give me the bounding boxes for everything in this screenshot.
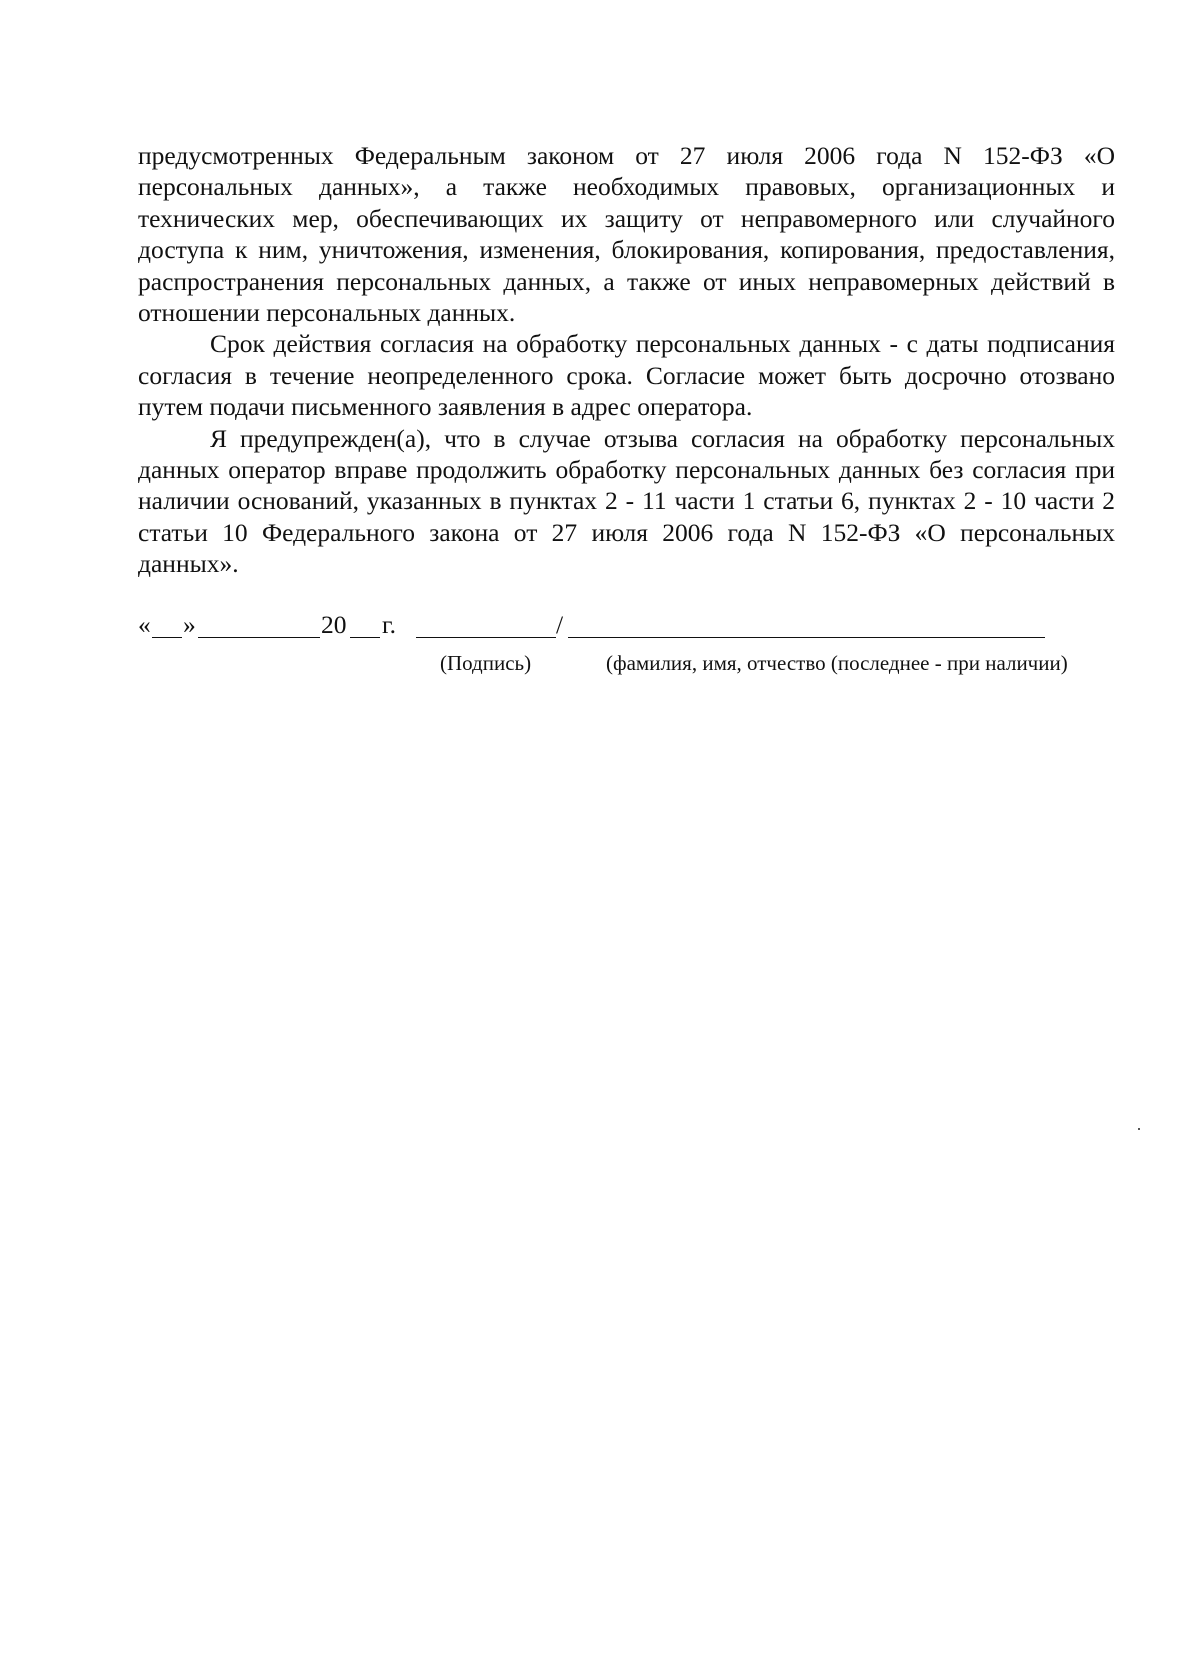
consent-body xyxy=(138,140,1115,580)
signature-blank xyxy=(416,637,556,638)
paragraph-continuation: предусмотренных Федеральным законом от 27 июля 2006 года N 152-ФЗ «О персональных данных», а также необходимых правовых, организационных и технических мер, обеспечивающих их защиту от неправомерного или случайного доступа к ним, уничтожения, изменения, блокирования, копирования, предоставления, распространения персональных данных, а также от иных неправомерных действий в отношении персональных данных. xyxy=(138,141,1115,328)
paragraph-consent-term: Срок действия согласия на обработку персональных данных - с даты подписания согласия в течение неопределенного срока. Согласие может быть досрочно отозвано путем подачи письменного заявления в адрес оператора. xyxy=(138,329,1115,422)
date-close-quote: » xyxy=(183,610,196,639)
date-century: 20 xyxy=(321,610,347,639)
signature-line xyxy=(138,608,1115,642)
month-blank xyxy=(198,637,320,638)
date-open-quote: « xyxy=(138,610,151,639)
year-blank xyxy=(350,637,380,638)
day-blank xyxy=(152,637,182,638)
scan-speck xyxy=(1138,1128,1140,1130)
paragraph-withdrawal-warning: Я предупрежден(а), что в случае отзыва согласия на обработку персональных данных оператор вправе продолжить обработку персональных данных без согласия при наличии оснований, указанных в пунктах 2 - 11 части 1 статьи 6, пунктах 2 - 10 части 2 статьи 10 Федерального закона от 27 июля 2006 года N 152-ФЗ «О персональных данных». xyxy=(138,423,1115,579)
full-name-caption: (фамилия, имя, отчество (последнее - при наличии) xyxy=(606,651,1068,675)
signature-separator: / xyxy=(556,610,564,639)
date-year-suffix: г. xyxy=(382,610,396,639)
full-name-blank xyxy=(568,637,1045,638)
signature-caption: (Подпись) xyxy=(440,651,532,675)
